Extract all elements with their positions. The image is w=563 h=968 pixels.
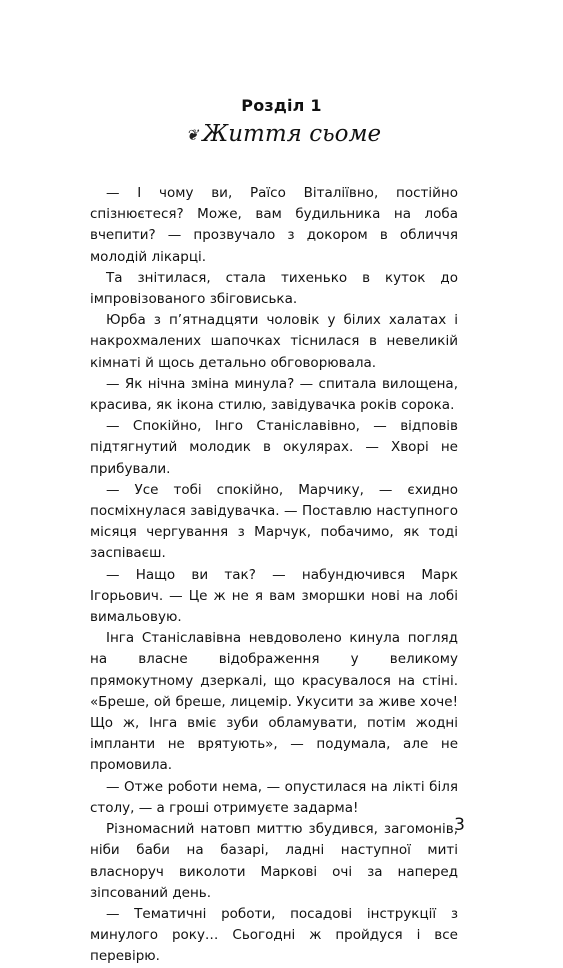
chapter-title — [0, 119, 563, 150]
paragraph: — Як нічна зміна минула? — спитала вилощена, красива, як ікона стилю, завідувачка років сорока. — [90, 375, 458, 414]
paragraph: Інга Станіславівна невдоволено кинула погляд на власне відображення у великому прямокутному дзеркалі, що красувалося на стіні. «Бреше, ой бреше, лицемір. Укусити за живе хоче! Що ж, Інга вміє зуби обламувати, потім жодні імпланти не врятують», — подумала, але не промовила. — [90, 630, 458, 774]
paragraph: — Спокійно, Інго Станіславівно, — відповів підтягнутий молодик в окулярах. — Хворі не прибували. — [90, 418, 458, 477]
paragraph: Та знітилася, стала тихенько в куток до імпровізованого збіговиська. — [90, 269, 458, 308]
paragraph: Юрба з п’ятнадцяти чоловік у білих халатах і накрохмалених шапочках тіснилася в невеликій кімнаті й щось детально обговорювала. — [90, 312, 458, 371]
flourish-ornament-icon: ❦ — [185, 126, 199, 144]
paragraph: — Усе тобі спокійно, Марчику, — єхидно посміхнулася завідувачка. — Поставлю наступного місяця чергування з Марчук, побачимо, як тоді заспіваєш. — [90, 481, 458, 562]
chapter-label: Розділ 1 — [241, 96, 322, 115]
chapter-title-text: Життя сьоме — [202, 121, 382, 147]
paragraph: — Отже роботи нема, — опустилася на лікті біля столу, — а гроші отримуєте задарма! — [90, 778, 458, 816]
paragraph: — Тематичні роботи, посадові інструкції з минулого року… Сьогодні ж пройдуся і все перевірю. — [90, 905, 458, 965]
body-text — [90, 183, 458, 968]
paragraph: Різномасний натовп миттю збудився, загомонів, ніби баби на базарі, ладні наступної миті власноруч виколоти Маркові очі за наперед зіпсований день. — [90, 821, 458, 901]
paragraph: — І чому ви, Раїсо Віталіївно, постійно спізнюєтеся? Може, вам будильника на лоба вчепити? — прозвучало з докором в обличчя молодій лікарці. — [90, 185, 458, 265]
paragraph: — Нащо ви так? — набундючився Марк Ігорьович. — Це ж не я вам зморшки нові на лобі вимальовую. — [90, 566, 458, 626]
page-number: 3 — [454, 815, 465, 835]
